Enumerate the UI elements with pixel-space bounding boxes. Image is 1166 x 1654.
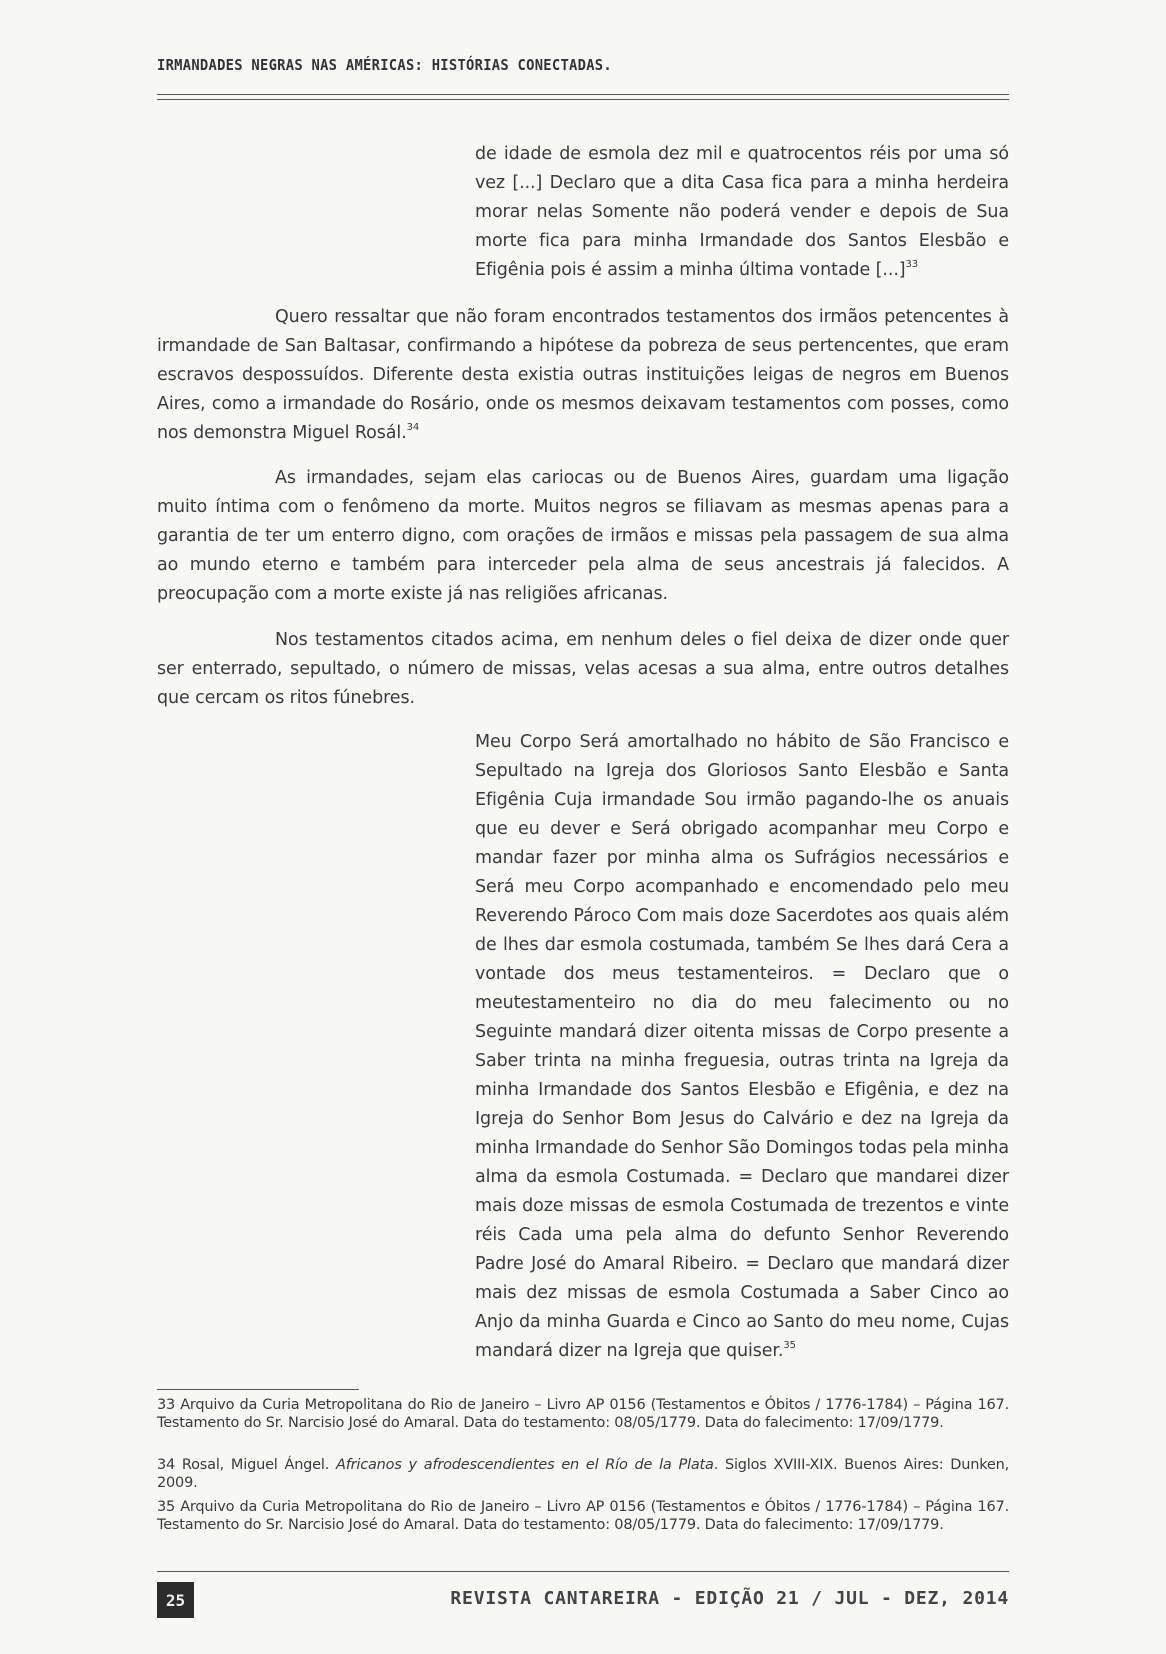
paragraph-2	[157, 464, 1009, 609]
paragraph-3	[157, 626, 1009, 713]
footnote-ref-34[interactable]: 34	[406, 422, 420, 434]
footnote-34	[157, 1457, 1009, 1492]
page-number: 25	[157, 1582, 194, 1618]
footnote-ref-35[interactable]: 35	[783, 1340, 796, 1352]
footnote-separator	[157, 1389, 359, 1390]
footnote-33: 33 Arquivo da Curia Metropolitana do Rio de Janeiro – Livro AP 0156 (Testamentos e Óbitos / 1776-1784) – Página 167. Testamento do Sr. Narcisio José do Amaral. Data do testamento: 08/05/1779. Data do falecimento: 17/09/1779.	[157, 1397, 1009, 1431]
header-title: IRMANDADES NEGRAS NAS AMÉRICAS: HISTÓRIAS CONECTADAS.	[157, 56, 612, 74]
header-rule-top	[157, 94, 1009, 95]
footnote-35: 35 Arquivo da Curia Metropolitana do Rio de Janeiro – Livro AP 0156 (Testamentos e Óbitos / 1776-1784) – Página 167. Testamento do Sr. Narcisio José do Amaral. Data do testamento: 08/05/1779. Data do falecimento: 17/09/1779.	[157, 1499, 1009, 1533]
footnote-34-rest: . Siglos XVIII-XIX. Buenos Aires: Dunken, 2009.	[157, 1457, 1009, 1491]
journal-title: REVISTA CANTAREIRA - EDIÇÃO 21 / JUL - DEZ, 2014	[450, 1588, 1009, 1609]
footnote-ref-33[interactable]: 33	[905, 259, 919, 271]
block-quote-2	[475, 728, 1009, 1366]
quote-2-text: Meu Corpo Será amortalhado no hábito de São Francisco e Sepultado na Igreja dos Gloriosos Santo Elesbão e Santa Efigênia Cuja irmandade Sou irmão pagando-lhe os anuais que eu dever e Será obrigado acompanhar meu Corpo e mandar fazer por minha alma os Sufrágios necessários e Será meu Corpo acompanhado e encomendado pelo meu Reverendo Pároco Com mais doze Sacerdotes aos quais além de lhes dar esmola costumada, também Se lhes dará Cera a vontade dos meus testamenteiros. = Declaro que o meutestamenteiro no dia do meu falecimento ou no Seguinte mandará dizer oitenta missas de Corpo presente a Saber trinta na minha freguesia, outras trinta na Igreja da minha Irmandade dos Santos Elesbão e Efigênia, e dez na Igreja do Senhor Bom Jesus do Calvário e dez na Igreja da minha Irmandade do Senhor São Domingos todas pela minha alma da esmola Costumada. = Declaro que mandarei dizer mais doze missas de esmola Costumada de trezentos e vinte réis Cada uma pela alma do defunto Senhor Reverendo Padre José do Amaral Ribeiro. = Declaro que mandará dizer mais dez missas de esmola Costumada a Saber Cinco ao Anjo da minha Guarda e Cinco ao Santo do meu nome, Cujas mandará dizer na Igreja que quiser.	[475, 732, 1009, 1361]
footer-rule	[157, 1571, 1009, 1572]
paragraph-2-text: As irmandades, sejam elas cariocas ou de Buenos Aires, guardam uma ligação muito íntima com o fenômeno da morte. Muitos negros se filiavam as mesmas apenas para a garantia de ter um enterro digno, com orações de irmãos e missas pela passagem de sua alma ao mundo eterno e também para interceder pela alma de seus ancestrais já falecidos. A preocupação com a morte existe já nas religiões africanas.	[157, 468, 1009, 604]
running-header	[157, 50, 1009, 102]
footnote-34-title: Africanos y afrodescendientes en el Río de la Plata	[336, 1457, 714, 1473]
paragraph-1	[157, 303, 1009, 448]
paragraph-3-text: Nos testamentos citados acima, em nenhum deles o fiel deixa de dizer onde quer ser enterrado, sepultado, o número de missas, velas acesas a sua alma, entre outros detalhes que cercam os ritos fúnebres.	[157, 630, 1009, 708]
header-rule-bottom	[157, 99, 1009, 100]
quote-1-text: de idade de esmola dez mil e quatrocentos réis por uma só vez [...] Declaro que a dita Casa fica para a minha herdeira morar nelas Somente não poderá vender e depois de Sua morte fica para minha Irmandade dos Santos Elesbão e Efigênia pois é assim a minha última vontade [...]	[475, 144, 1009, 280]
block-quote-1	[475, 140, 1009, 285]
footnote-34-author: 34 Rosal, Miguel Ángel.	[157, 1457, 336, 1473]
paragraph-1-text: Quero ressaltar que não foram encontrados testamentos dos irmãos petencentes à irmandade de San Baltasar, confirmando a hipótese da pobreza de seus pertencentes, que eram escravos despossuídos. Diferente desta existia outras instituições leigas de negros em Buenos Aires, como a irmandade do Rosário, onde os mesmos deixavam testamentos com posses, como nos demonstra Miguel Rosál.	[157, 307, 1009, 443]
